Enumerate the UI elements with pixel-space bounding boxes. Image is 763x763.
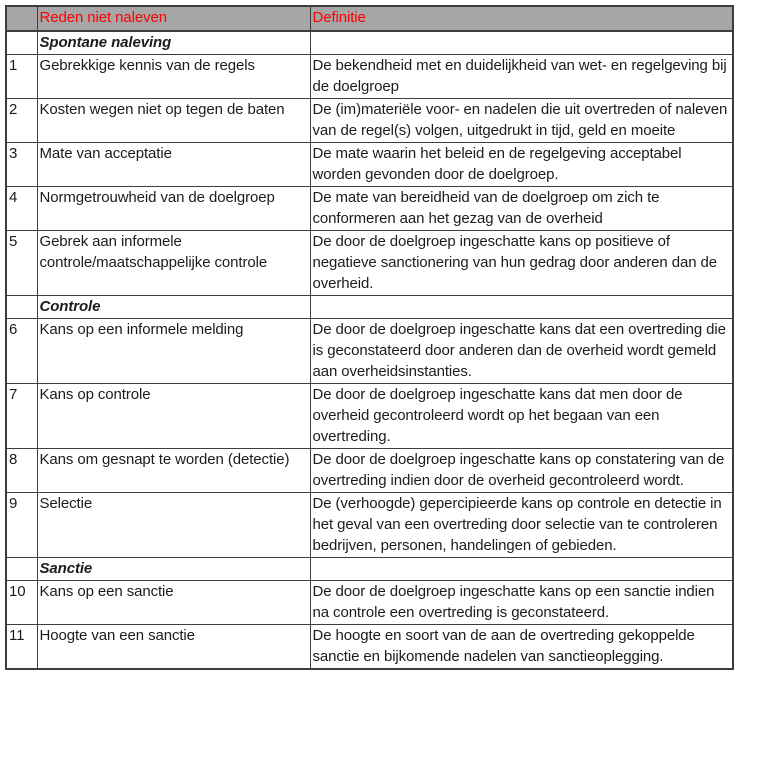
definition-cell: De mate van bereidheid van de doelgroep om zich te conformeren aan het gezag van de overheid: [310, 187, 733, 231]
header-number-cell: [6, 6, 37, 31]
reason-cell: Kans op een informele melding: [37, 319, 310, 384]
row-number-cell: 5: [6, 231, 37, 296]
row-number-cell: 9: [6, 493, 37, 558]
section-label: Spontane naleving: [37, 31, 310, 55]
row-number-cell: 2: [6, 99, 37, 143]
definition-cell: De (im)materiële voor- en nadelen die uit overtreden of naleven van de regel(s) volgen, uitgedrukt in tijd, geld en moeite: [310, 99, 733, 143]
reason-cell: Selectie: [37, 493, 310, 558]
section-label: Controle: [37, 296, 310, 319]
row-number-cell: 6: [6, 319, 37, 384]
row-number-cell: 1: [6, 55, 37, 99]
reason-cell: Kans op een sanctie: [37, 581, 310, 625]
reason-cell: Kans om gesnapt te worden (detectie): [37, 449, 310, 493]
reason-cell: Kosten wegen niet op tegen de baten: [37, 99, 310, 143]
definition-cell: De door de doelgroep ingeschatte kans op positieve of negatieve sanctionering van hun gedrag door anderen dan de overheid.: [310, 231, 733, 296]
table-row-10: [6, 581, 733, 625]
table-row-7: [6, 384, 733, 449]
row-number-cell: 4: [6, 187, 37, 231]
section-row-sanctie: [6, 558, 733, 581]
reason-cell: Normgetrouwheid van de doelgroep: [37, 187, 310, 231]
definition-cell: De door de doelgroep ingeschatte kans op een sanctie indien na controle een overtreding is geconstateerd.: [310, 581, 733, 625]
compliance-reasons-table: [5, 5, 734, 670]
definition-cell: De door de doelgroep ingeschatte kans op constatering van de overtreding indien door de overheid gecontroleerd wordt.: [310, 449, 733, 493]
definition-cell: De hoogte en soort van de aan de overtreding gekoppelde sanctie en bijkomende nadelen van sanctieoplegging.: [310, 625, 733, 670]
table-row-6: [6, 319, 733, 384]
definition-cell: [310, 558, 733, 581]
reason-cell: Gebrek aan informele controle/maatschappelijke controle: [37, 231, 310, 296]
table-row-2: [6, 99, 733, 143]
table-row-8: [6, 449, 733, 493]
row-number-cell: [6, 296, 37, 319]
row-number-cell: 3: [6, 143, 37, 187]
section-row-spontane-naleving: [6, 31, 733, 55]
section-row-controle: [6, 296, 733, 319]
table-row-3: [6, 143, 733, 187]
table-row-5: [6, 231, 733, 296]
definition-cell: De mate waarin het beleid en de regelgeving acceptabel worden gevonden door de doelgroep.: [310, 143, 733, 187]
table-row-11: [6, 625, 733, 670]
definition-cell: De bekendheid met en duidelijkheid van wet- en regelgeving bij de doelgroep: [310, 55, 733, 99]
reason-cell: Kans op controle: [37, 384, 310, 449]
table-row-1: [6, 55, 733, 99]
row-number-cell: 7: [6, 384, 37, 449]
row-number-cell: [6, 558, 37, 581]
definition-cell: De (verhoogde) gepercipieerde kans op controle en detectie in het geval van een overtreding door selectie van te controleren bedrijven, personen, handelingen of gebieden.: [310, 493, 733, 558]
table-header-row: [6, 6, 733, 31]
definition-cell: De door de doelgroep ingeschatte kans dat men door de overheid gecontroleerd wordt op het begaan van een overtreding.: [310, 384, 733, 449]
section-label: Sanctie: [37, 558, 310, 581]
reason-cell: Mate van acceptatie: [37, 143, 310, 187]
row-number-cell: 8: [6, 449, 37, 493]
definition-cell: [310, 296, 733, 319]
definition-cell: [310, 31, 733, 55]
row-number-cell: 10: [6, 581, 37, 625]
definition-cell: De door de doelgroep ingeschatte kans dat een overtreding die is geconstateerd door anderen dan de overheid wordt gemeld aan overheidsinstanties.: [310, 319, 733, 384]
table-row-9: [6, 493, 733, 558]
header-definition-cell: Definitie: [310, 6, 733, 31]
row-number-cell: [6, 31, 37, 55]
reason-cell: Gebrekkige kennis van de regels: [37, 55, 310, 99]
table-row-4: [6, 187, 733, 231]
reason-cell: Hoogte van een sanctie: [37, 625, 310, 670]
row-number-cell: 11: [6, 625, 37, 670]
header-reason-cell: Reden niet naleven: [37, 6, 310, 31]
